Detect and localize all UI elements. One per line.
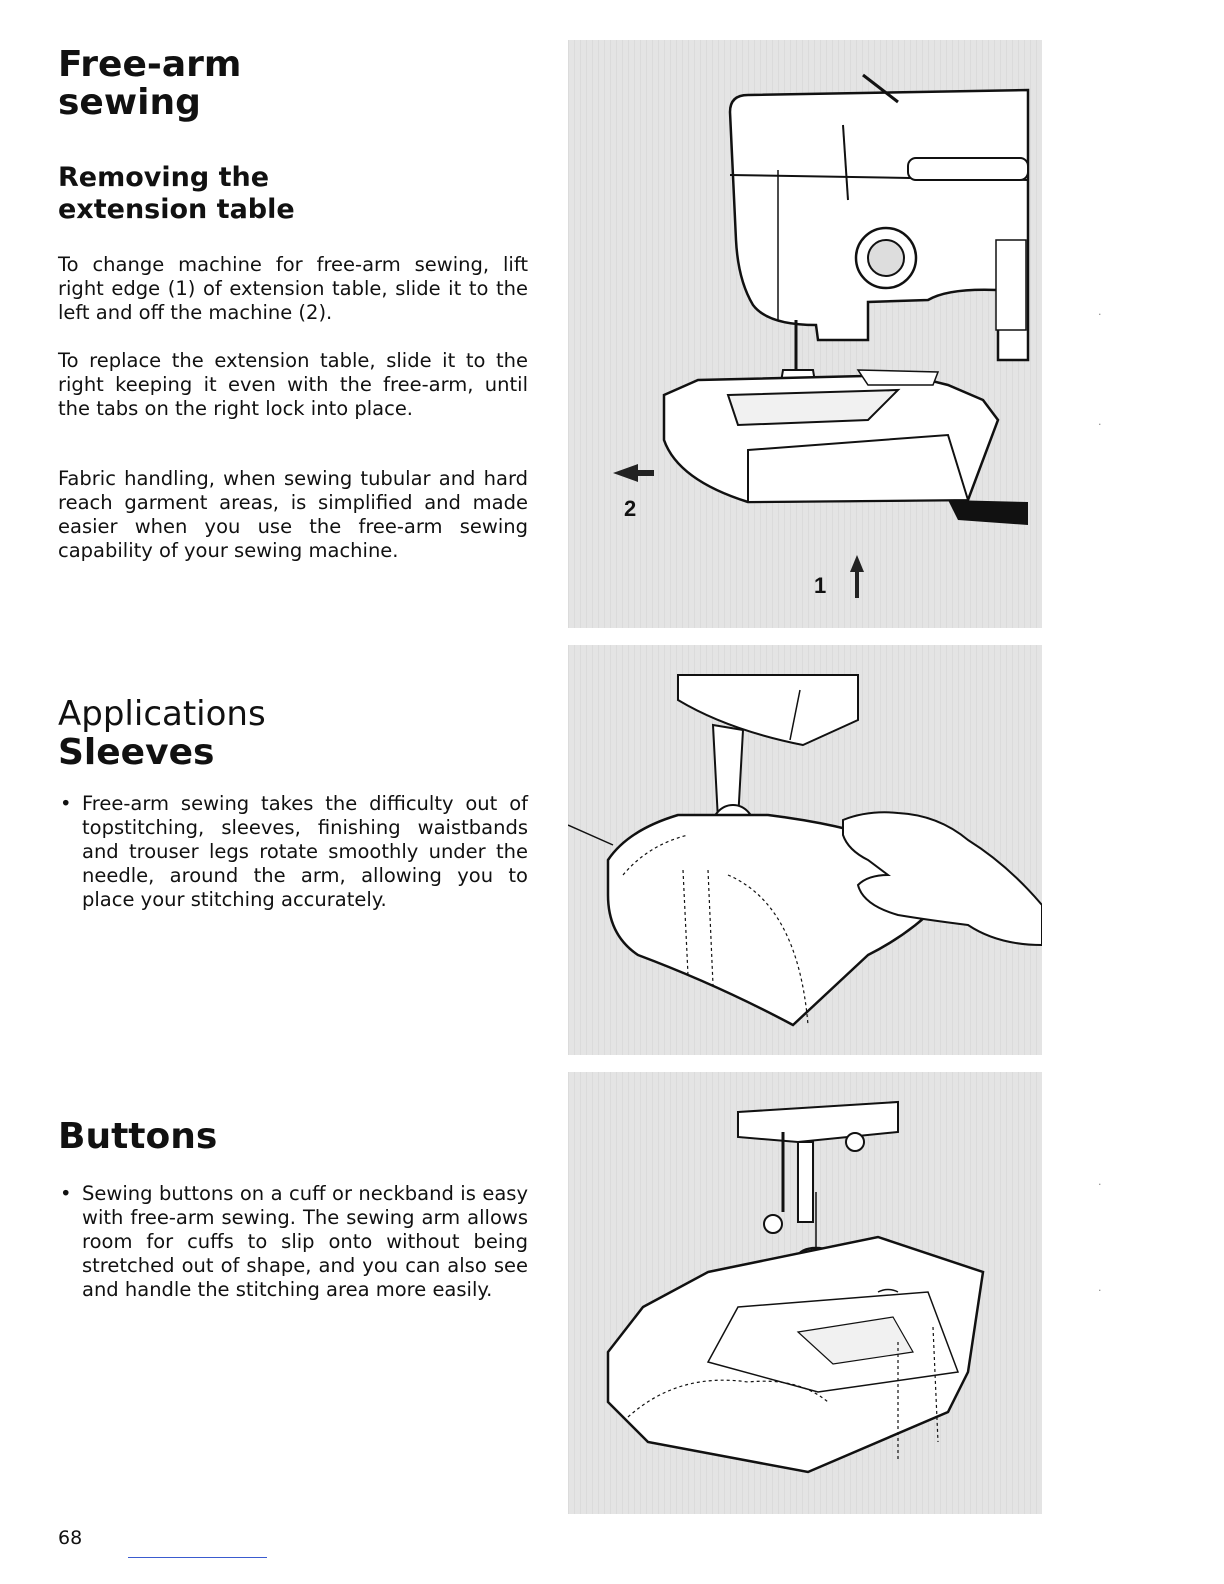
title-applications xyxy=(58,694,528,772)
subtitle-line-2: extension table xyxy=(58,194,295,225)
bullet-sleeves: • Free-arm sewing takes the difficulty out of topstitching, sleeves, finishing waistbands and trouser legs rotate smoothly under the needle, around the arm, allowing you to place your stitching accurately. xyxy=(58,792,528,912)
section-free-arm xyxy=(58,46,528,563)
paragraph-replace-table: To replace the extension table, slide it to the right keeping it even with the free-arm, until the tabs on the right lock into place. xyxy=(58,349,528,420)
bullet-buttons: • Sewing buttons on a cuff or neckband is easy with free-arm sewing. The sewing arm allows room for cuffs to slip onto without being stretched out of shape, and you can also see and handle the stitching area more easily. xyxy=(58,1182,528,1302)
subtitle-line-1: Removing the xyxy=(58,162,270,193)
title-line-2: sewing xyxy=(58,82,201,123)
section-applications xyxy=(58,694,528,912)
figure-extension-table xyxy=(568,40,1042,628)
footer-divider xyxy=(128,1557,267,1558)
title-applications-text: Applications xyxy=(58,694,266,734)
label-1: 1 xyxy=(814,573,827,598)
figure-buttons xyxy=(568,1072,1042,1514)
sewing-machine-illustration xyxy=(568,40,1042,628)
margin-mark: · xyxy=(1098,1178,1102,1191)
title-sleeves-text: Sleeves xyxy=(58,732,215,773)
margin-mark: · xyxy=(1098,418,1102,431)
paragraph-fabric-handling: Fabric handling, when sewing tubular and hard reach garment areas, is simplified and made easier when you use the free-arm sewing capability of your sewing machine. xyxy=(58,467,528,562)
title-free-arm xyxy=(58,46,528,122)
margin-mark: · xyxy=(1098,1284,1102,1297)
button-sewing-illustration xyxy=(568,1072,1042,1514)
margin-mark: · xyxy=(1098,308,1102,321)
section-buttons xyxy=(58,1118,528,1302)
sleeve-sewing-illustration xyxy=(568,645,1042,1055)
subtitle-removing-table xyxy=(58,162,528,226)
label-2: 2 xyxy=(624,496,637,521)
paragraph-change-machine: To change machine for free-arm sewing, lift right edge (1) of extension table, slide it to the left and off the machine (2). xyxy=(58,253,528,324)
title-buttons: Buttons xyxy=(58,1116,218,1157)
figure-sleeves xyxy=(568,645,1042,1055)
page-number: 68 xyxy=(58,1527,83,1549)
title-line-1: Free-arm xyxy=(58,44,242,85)
